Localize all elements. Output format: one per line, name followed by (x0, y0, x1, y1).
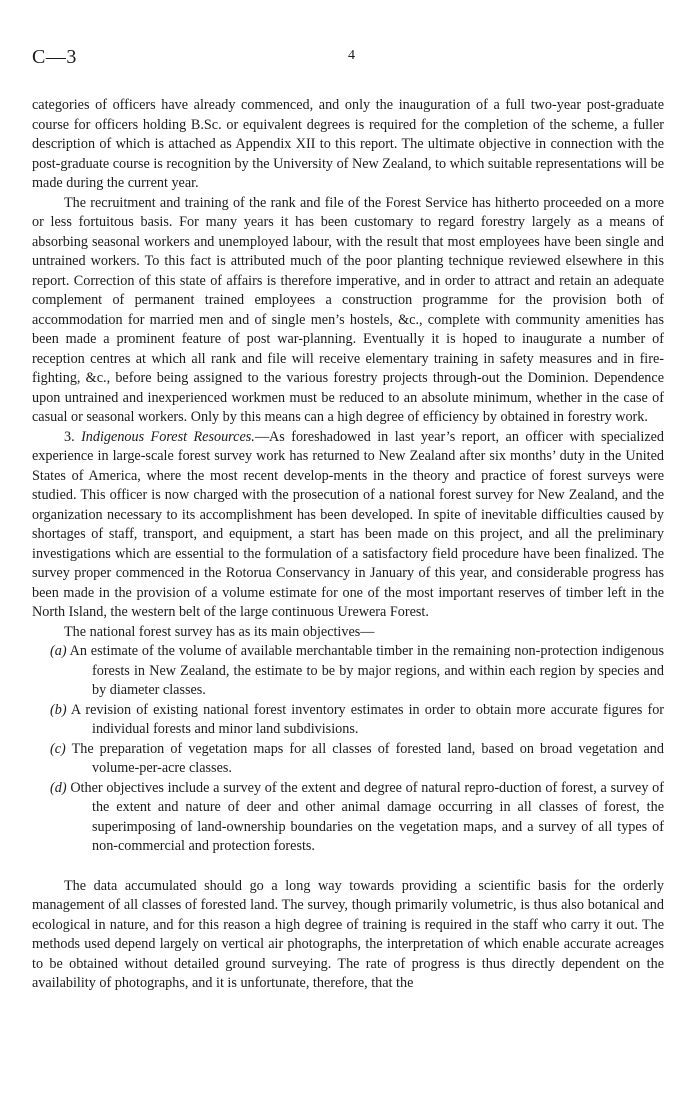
list-item (32, 740, 664, 779)
paragraph-objectives-intro: The national forest survey has as its main objectives— (64, 623, 375, 640)
section-body: —As foreshadowed in last year’s report, an officer with specialized experience in large-scale forest survey work has returned to New Zealand after six months’ duty in the United States of America, where the most recent develop-ments in the theory and practice of forest surveys were studied. This officer is now charged with the prosecution of a national forest survey for New Zealand, and the organization necessary to its accomplishment has been developed. In spite of inevitable difficulties caused by shortages of staff, transport, and equipment, a start has been made on this project, and all the preliminary investigations which are essential to the formulation of a satisfactory field procedure have been finalized. The survey proper commenced in the Rotorua Conservancy in January of this year, and considerable progress has been made in the provision of a volume estimate for one of the most important reserves of timber left in the North Island, the western belt of the large continuous Urewera Forest. (32, 428, 665, 620)
paragraph-indigenous-forest (32, 428, 664, 623)
paragraph-survey-data: The data accumulated should go a long way towards providing a scientific basis for the orderly management of all classes of forested land. The survey, though primarily volumetric, is thus also botanical and ecological in nature, and for this reason a high degree of training is required in the staff who carry it out. The methods used depend largely on vertical air photographs, the interpretation of which enable accurate acreages to be obtained without detailed ground surveying. The rate of progress is thus directly dependent on the availability of photographs, and it is unfortunate, therefore, that the (32, 877, 664, 991)
document-reference: C—3 (32, 46, 77, 68)
list-item-text: Other objectives include a survey of the extent and degree of natural repro-duction of forest, a survey of the extent and nature of deer and other animal damage occurring in all classes of forest, the superimposing of land-ownership boundaries on the vegetation maps, and a survey of all types of non-commercial and protection forests. (70, 779, 665, 854)
list-item-label: (c) (50, 740, 66, 757)
objectives-list (32, 642, 664, 857)
section-number: 3. (64, 428, 75, 445)
list-item-text: An estimate of the volume of available merchantable timber in the remaining non-protection indigenous forests in New Zealand, the estimate to be by major regions, and within each region by species and by diameter classes. (69, 643, 664, 698)
list-item-label: (d) (50, 779, 67, 796)
page-header (32, 46, 664, 76)
paragraph-recruitment: The recruitment and training of the rank and file of the Forest Service has hitherto proceeded on a more or less fortuitous basis. For many years it has been customary to regard forestry largely as a means of absorbing seasonal workers and unemployed labour, with the result that most employees have been single and untrained workers. To this fact is attributed much of the poor planting technique reviewed elsewhere in this report. Correction of this state of affairs is therefore imperative, and in order to attract and retain an adequate complement of permanent trained employees a construction programme for the provision both of accommodation for married men and of single men’s hostels, &c., complete with community amenities has been made a prominent feature of post war-planning. Eventually it is hoped to inaugurate a number of reception centres at which all rank and file will receive elementary training in safety measures and in fire-fighting, &c., before being assigned to the various forestry projects through-out the Dominion. Dependence upon untrained and inexperienced workmen must be reduced to an absolute minimum, whether in the case of casual or seasonal workers. Only by this means can a high degree of efficiency by obtained in forestry work. (32, 194, 664, 425)
list-item-label: (b) (50, 701, 67, 718)
document-body (32, 96, 664, 994)
list-item (32, 701, 664, 740)
page-number: 4 (348, 48, 355, 63)
list-item-text: The preparation of vegetation maps for all classes of forested land, based on broad vegetation and volume-per-acre classes. (71, 740, 664, 776)
list-item (32, 779, 664, 857)
section-heading: Indigenous Forest Resources. (81, 428, 255, 445)
list-item-text: A revision of existing national forest inventory estimates in order to obtain more accurate figures for individual forests and minor land subdivisions. (70, 701, 665, 737)
list-item (32, 642, 664, 701)
paragraph-continued: categories of officers have already commenced, and only the inauguration of a full two-year post-graduate course for officers holding B.Sc. or equivalent degrees is required for the completion of the scheme, a fuller description of which is attached as Appendix XII to this report. The ultimate objective in connection with the post-graduate course is recognition by the University of New Zealand, to which suitable representations will be made during the current year. (32, 97, 664, 191)
paragraph-gap (32, 857, 664, 877)
list-item-label: (a) (50, 643, 67, 659)
